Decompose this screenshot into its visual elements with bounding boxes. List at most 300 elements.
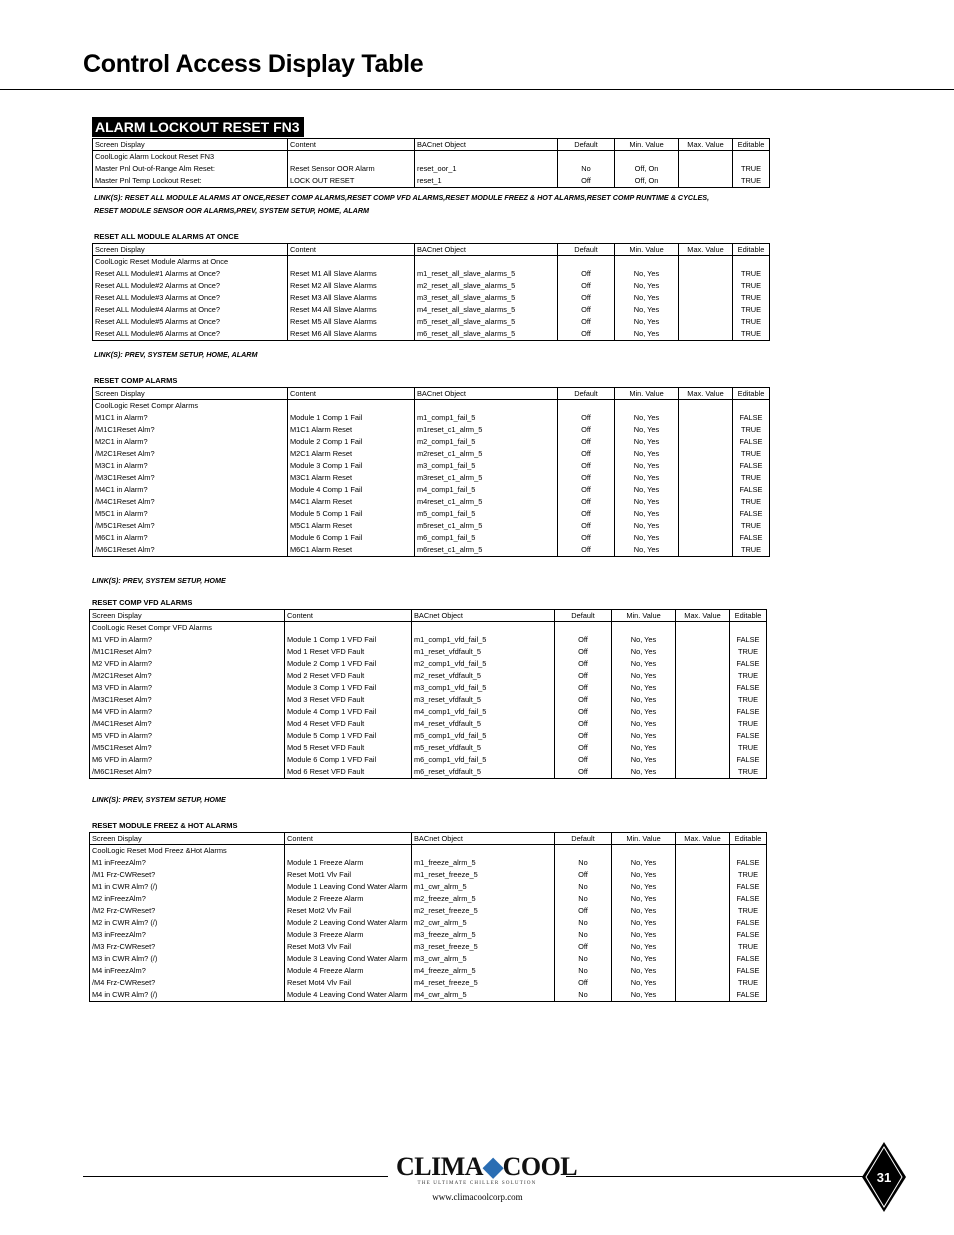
- column-header: Min. Value: [615, 388, 679, 400]
- table-row: [93, 292, 770, 304]
- cell-content: Module 1 Leaving Cond Water Alarm: [285, 881, 412, 893]
- cell-editable: FALSE: [730, 754, 767, 766]
- cell-content: Module 4 Leaving Cond Water Alarm: [285, 989, 412, 1002]
- cell-max: [676, 893, 730, 905]
- cell-screen: /M2C1Reset Alm?: [90, 670, 285, 682]
- cell-editable: FALSE: [730, 682, 767, 694]
- cell-default: No: [558, 163, 615, 175]
- cell-min: No, Yes: [612, 694, 676, 706]
- column-header: Min. Value: [612, 833, 676, 845]
- column-header: Max. Value: [676, 610, 730, 622]
- cell-min: No, Yes: [612, 754, 676, 766]
- column-header: Default: [555, 833, 612, 845]
- all-module-links: LINK(S): PREV, SYSTEM SETUP, HOME, ALARM: [94, 350, 258, 359]
- column-header: Min. Value: [615, 244, 679, 256]
- cell-editable: TRUE: [730, 941, 767, 953]
- column-header: Editable: [733, 388, 770, 400]
- column-header: BACnet Object: [415, 388, 558, 400]
- cell-content: Module 1 Comp 1 VFD Fail: [285, 634, 412, 646]
- column-header: BACnet Object: [412, 610, 555, 622]
- column-header: Content: [288, 139, 415, 151]
- cell-content: Module 3 Freeze Alarm: [285, 929, 412, 941]
- cell-min: No, Yes: [615, 472, 679, 484]
- cell-screen: /M1C1Reset Alm?: [93, 424, 288, 436]
- cell-default: Off: [558, 424, 615, 436]
- cell-min: Off, On: [615, 175, 679, 188]
- cell-default: Off: [555, 658, 612, 670]
- cell-default: Off: [558, 316, 615, 328]
- cell-content: Module 4 Freeze Alarm: [285, 965, 412, 977]
- cell-content: Module 5 Comp 1 VFD Fail: [285, 730, 412, 742]
- cell-editable: FALSE: [730, 881, 767, 893]
- column-header: Max. Value: [676, 833, 730, 845]
- cell-editable: TRUE: [730, 977, 767, 989]
- table-row: [90, 953, 767, 965]
- table-group-row: [93, 400, 770, 413]
- cell-min: No, Yes: [615, 304, 679, 316]
- cell-min: No, Yes: [612, 857, 676, 869]
- cell-content: Reset Mot3 Vlv Fail: [285, 941, 412, 953]
- cell-screen: M1 inFreezAlm?: [90, 857, 285, 869]
- cell-editable: FALSE: [730, 706, 767, 718]
- comp-table: [92, 387, 770, 557]
- cell-max: [676, 929, 730, 941]
- cell-default: Off: [555, 682, 612, 694]
- section-banner: ALARM LOCKOUT RESET FN3: [92, 117, 304, 137]
- cell-editable: TRUE: [730, 742, 767, 754]
- cell-min: No, Yes: [612, 730, 676, 742]
- cell-screen: Reset ALL Module#5 Alarms at Once?: [93, 316, 288, 328]
- table-row: [93, 472, 770, 484]
- cell-default: Off: [555, 977, 612, 989]
- cell-max: [679, 268, 733, 280]
- table-row: [90, 857, 767, 869]
- table-row: [90, 766, 767, 779]
- cell-max: [676, 989, 730, 1002]
- table-row: [93, 460, 770, 472]
- fn3-links: [94, 191, 709, 217]
- cell-max: [676, 905, 730, 917]
- cell-max: [676, 977, 730, 989]
- cell-content: Mod 1 Reset VFD Fault: [285, 646, 412, 658]
- cell-bacnet: m3_reset_vfdfault_5: [412, 694, 555, 706]
- cell-content: Module 4 Comp 1 Fail: [288, 484, 415, 496]
- cell-screen: M3 inFreezAlm?: [90, 929, 285, 941]
- cell-max: [679, 163, 733, 175]
- cell-max: [676, 682, 730, 694]
- vfd-table: [89, 609, 767, 779]
- cell-bacnet: m3_cwr_alrm_5: [412, 953, 555, 965]
- cell-min: No, Yes: [615, 424, 679, 436]
- cell-bacnet: m2_comp1_fail_5: [415, 436, 558, 448]
- column-header: Screen Display: [93, 388, 288, 400]
- cell-bacnet: m2_reset_freeze_5: [412, 905, 555, 917]
- cell-editable: FALSE: [730, 730, 767, 742]
- cell-min: No, Yes: [612, 941, 676, 953]
- cell-content: Module 3 Leaving Cond Water Alarm: [285, 953, 412, 965]
- cell-bacnet: m4_reset_vfdfault_5: [412, 718, 555, 730]
- cell-min: No, Yes: [612, 658, 676, 670]
- cell-editable: FALSE: [733, 532, 770, 544]
- cell-screen: M3C1 in Alarm?: [93, 460, 288, 472]
- column-header: Content: [288, 244, 415, 256]
- cell-min: No, Yes: [612, 953, 676, 965]
- cell-screen: M1 VFD in Alarm?: [90, 634, 285, 646]
- table-row: [90, 634, 767, 646]
- cell-default: Off: [558, 532, 615, 544]
- cell-max: [679, 484, 733, 496]
- table-row: [90, 706, 767, 718]
- table-row: [90, 929, 767, 941]
- cell-screen: M2C1 in Alarm?: [93, 436, 288, 448]
- cell-editable: TRUE: [733, 316, 770, 328]
- cell-min: No, Yes: [612, 977, 676, 989]
- cell-max: [676, 881, 730, 893]
- cell-bacnet: m5reset_c1_alrm_5: [415, 520, 558, 532]
- cell-min: No, Yes: [612, 718, 676, 730]
- column-header: Min. Value: [612, 610, 676, 622]
- cell-screen: /M6C1Reset Alm?: [90, 766, 285, 779]
- cell-screen: M5C1 in Alarm?: [93, 508, 288, 520]
- cell-default: Off: [558, 508, 615, 520]
- cell-bacnet: m1_cwr_alrm_5: [412, 881, 555, 893]
- cell-bacnet: m2_freeze_alrm_5: [412, 893, 555, 905]
- cell-bacnet: m1_comp1_fail_5: [415, 412, 558, 424]
- cell-editable: TRUE: [733, 280, 770, 292]
- table-header-row: [90, 833, 767, 845]
- table-group-row: [90, 845, 767, 858]
- cell-content: Module 1 Freeze Alarm: [285, 857, 412, 869]
- column-header: Editable: [733, 244, 770, 256]
- cell-editable: FALSE: [730, 893, 767, 905]
- cell-default: No: [555, 857, 612, 869]
- cell-max: [679, 472, 733, 484]
- cell-min: No, Yes: [615, 316, 679, 328]
- cell-editable: FALSE: [730, 658, 767, 670]
- cell-default: Off: [558, 328, 615, 341]
- cell-min: No, Yes: [615, 268, 679, 280]
- cell-max: [679, 448, 733, 460]
- cell-content: Mod 6 Reset VFD Fault: [285, 766, 412, 779]
- cell-bacnet: m1reset_c1_alrm_5: [415, 424, 558, 436]
- cell-min: No, Yes: [615, 532, 679, 544]
- cell-default: Off: [558, 472, 615, 484]
- cell-default: Off: [558, 520, 615, 532]
- table-row: [90, 646, 767, 658]
- cell-content: Reset M3 All Slave Alarms: [288, 292, 415, 304]
- cell-content: Module 1 Comp 1 Fail: [288, 412, 415, 424]
- column-header: Content: [285, 833, 412, 845]
- cell-screen: M4 VFD in Alarm?: [90, 706, 285, 718]
- cell-screen: M2 VFD in Alarm?: [90, 658, 285, 670]
- section-heading: RESET ALL MODULE ALARMS AT ONCE: [94, 232, 239, 241]
- cell-default: No: [555, 953, 612, 965]
- cell-default: Off: [555, 634, 612, 646]
- cell-screen: /M6C1Reset Alm?: [93, 544, 288, 557]
- cell-editable: TRUE: [733, 268, 770, 280]
- cell-bacnet: m3_comp1_fail_5: [415, 460, 558, 472]
- cell-min: No, Yes: [615, 484, 679, 496]
- cell-screen: /M2C1Reset Alm?: [93, 448, 288, 460]
- table-row: [93, 328, 770, 341]
- cell-editable: FALSE: [730, 929, 767, 941]
- cell-min: No, Yes: [615, 496, 679, 508]
- cell-screen: Reset ALL Module#4 Alarms at Once?: [93, 304, 288, 316]
- table-row: [93, 520, 770, 532]
- cell-content: Module 6 Comp 1 VFD Fail: [285, 754, 412, 766]
- table-row: [93, 163, 770, 175]
- group-label: CoolLogic Reset Compr VFD Alarms: [90, 622, 285, 635]
- column-header: Content: [285, 610, 412, 622]
- column-header: Editable: [730, 833, 767, 845]
- table-row: [90, 977, 767, 989]
- cell-bacnet: m2_cwr_alrm_5: [412, 917, 555, 929]
- cell-default: Off: [555, 730, 612, 742]
- cell-editable: FALSE: [730, 953, 767, 965]
- cell-content: Module 2 Freeze Alarm: [285, 893, 412, 905]
- cell-bacnet: m4_cwr_alrm_5: [412, 989, 555, 1002]
- section-heading: RESET COMP ALARMS: [94, 376, 178, 385]
- cell-editable: TRUE: [730, 670, 767, 682]
- table-row: [90, 869, 767, 881]
- cell-default: No: [555, 929, 612, 941]
- cell-editable: TRUE: [733, 328, 770, 341]
- table-row: [90, 670, 767, 682]
- cell-default: Off: [558, 436, 615, 448]
- cell-max: [676, 730, 730, 742]
- cell-bacnet: m5_reset_all_slave_alarms_5: [415, 316, 558, 328]
- cell-editable: TRUE: [733, 472, 770, 484]
- cell-editable: TRUE: [733, 163, 770, 175]
- cell-bacnet: m5_comp1_vfd_fail_5: [412, 730, 555, 742]
- cell-default: Off: [558, 448, 615, 460]
- cell-min: No, Yes: [612, 646, 676, 658]
- table-header-row: [93, 139, 770, 151]
- cell-max: [676, 917, 730, 929]
- cell-editable: FALSE: [733, 484, 770, 496]
- cell-bacnet: m1_freeze_alrm_5: [412, 857, 555, 869]
- table-row: [90, 718, 767, 730]
- cell-content: M3C1 Alarm Reset: [288, 472, 415, 484]
- table-group-row: [90, 622, 767, 635]
- cell-screen: Reset ALL Module#6 Alarms at Once?: [93, 328, 288, 341]
- cell-default: Off: [558, 460, 615, 472]
- cell-bacnet: m6_comp1_fail_5: [415, 532, 558, 544]
- table-row: [90, 989, 767, 1002]
- cell-min: No, Yes: [615, 508, 679, 520]
- cell-max: [676, 965, 730, 977]
- cell-content: Module 6 Comp 1 Fail: [288, 532, 415, 544]
- table-row: [90, 965, 767, 977]
- column-header: Min. Value: [615, 139, 679, 151]
- cell-max: [676, 742, 730, 754]
- table-row: [93, 175, 770, 188]
- cell-default: Off: [555, 718, 612, 730]
- column-header: BACnet Object: [415, 139, 558, 151]
- cell-content: Mod 5 Reset VFD Fault: [285, 742, 412, 754]
- cell-content: Module 3 Comp 1 Fail: [288, 460, 415, 472]
- cell-bacnet: m4reset_c1_alrm_5: [415, 496, 558, 508]
- cell-editable: TRUE: [733, 544, 770, 557]
- cell-min: No, Yes: [612, 905, 676, 917]
- cell-default: Off: [558, 544, 615, 557]
- cell-default: Off: [558, 412, 615, 424]
- vfd-links: LINK(S): PREV, SYSTEM SETUP, HOME: [92, 795, 226, 804]
- cell-min: No, Yes: [612, 670, 676, 682]
- cell-screen: M3 VFD in Alarm?: [90, 682, 285, 694]
- column-header: Max. Value: [679, 139, 733, 151]
- cell-min: No, Yes: [612, 682, 676, 694]
- table-row: [93, 436, 770, 448]
- cell-content: M6C1 Alarm Reset: [288, 544, 415, 557]
- cell-editable: TRUE: [733, 520, 770, 532]
- table-row: [93, 316, 770, 328]
- cell-max: [676, 857, 730, 869]
- cell-screen: Reset ALL Module#2 Alarms at Once?: [93, 280, 288, 292]
- cell-min: No, Yes: [615, 280, 679, 292]
- cell-bacnet: m3_comp1_vfd_fail_5: [412, 682, 555, 694]
- cell-bacnet: m4_comp1_vfd_fail_5: [412, 706, 555, 718]
- cell-content: M1C1 Alarm Reset: [288, 424, 415, 436]
- cell-screen: /M4 Frz-CWReset?: [90, 977, 285, 989]
- section-heading: RESET COMP VFD ALARMS: [92, 598, 193, 607]
- cell-editable: FALSE: [730, 965, 767, 977]
- column-header: Screen Display: [93, 244, 288, 256]
- table-row: [90, 893, 767, 905]
- table-header-row: [93, 244, 770, 256]
- cell-min: No, Yes: [615, 292, 679, 304]
- website-url: www.climacoolcorp.com: [432, 1192, 523, 1202]
- cell-screen: Reset ALL Module#1 Alarms at Once?: [93, 268, 288, 280]
- cell-screen: /M1 Frz-CWReset?: [90, 869, 285, 881]
- cell-content: Module 2 Leaving Cond Water Alarm: [285, 917, 412, 929]
- table-row: [93, 304, 770, 316]
- column-header: Editable: [730, 610, 767, 622]
- cell-editable: TRUE: [733, 292, 770, 304]
- cell-screen: Master Pnl Temp Lockout Reset:: [93, 175, 288, 188]
- cell-screen: M1C1 in Alarm?: [93, 412, 288, 424]
- table-row: [90, 881, 767, 893]
- table-row: [90, 742, 767, 754]
- column-header: Default: [558, 244, 615, 256]
- cell-max: [679, 175, 733, 188]
- cell-content: Reset Sensor OOR Alarm: [288, 163, 415, 175]
- cell-max: [679, 412, 733, 424]
- cell-editable: TRUE: [733, 424, 770, 436]
- cell-editable: TRUE: [730, 646, 767, 658]
- cell-bacnet: m3_reset_freeze_5: [412, 941, 555, 953]
- cell-screen: M6 VFD in Alarm?: [90, 754, 285, 766]
- group-label: CoolLogic Reset Module Alarms at Once: [93, 256, 288, 269]
- cell-max: [676, 953, 730, 965]
- cell-default: No: [555, 917, 612, 929]
- cell-max: [679, 460, 733, 472]
- cell-screen: /M5C1Reset Alm?: [90, 742, 285, 754]
- cell-bacnet: m3reset_c1_alrm_5: [415, 472, 558, 484]
- cell-screen: M4C1 in Alarm?: [93, 484, 288, 496]
- cell-default: Off: [555, 754, 612, 766]
- cell-min: No, Yes: [615, 412, 679, 424]
- cell-bacnet: reset_1: [415, 175, 558, 188]
- cell-screen: /M3C1Reset Alm?: [93, 472, 288, 484]
- cell-bacnet: m2_comp1_vfd_fail_5: [412, 658, 555, 670]
- cell-screen: /M3C1Reset Alm?: [90, 694, 285, 706]
- cell-bacnet: m5_reset_vfdfault_5: [412, 742, 555, 754]
- cell-max: [679, 532, 733, 544]
- cell-editable: TRUE: [730, 718, 767, 730]
- cell-content: Reset M4 All Slave Alarms: [288, 304, 415, 316]
- cell-min: No, Yes: [612, 929, 676, 941]
- cell-editable: FALSE: [730, 857, 767, 869]
- cell-bacnet: m6_reset_vfdfault_5: [412, 766, 555, 779]
- table-row: [93, 532, 770, 544]
- cell-default: Off: [558, 268, 615, 280]
- column-header: Default: [558, 139, 615, 151]
- cell-bacnet: m1_comp1_vfd_fail_5: [412, 634, 555, 646]
- cell-content: M4C1 Alarm Reset: [288, 496, 415, 508]
- cell-max: [679, 436, 733, 448]
- column-header: Max. Value: [679, 244, 733, 256]
- cell-bacnet: reset_oor_1: [415, 163, 558, 175]
- cell-screen: M1 in CWR Alm? (/): [90, 881, 285, 893]
- cell-content: Module 2 Comp 1 Fail: [288, 436, 415, 448]
- cell-min: No, Yes: [612, 893, 676, 905]
- cell-bacnet: m3_reset_all_slave_alarms_5: [415, 292, 558, 304]
- cell-default: Off: [558, 175, 615, 188]
- cell-default: Off: [555, 941, 612, 953]
- group-label: CoolLogic Alarm Lockout Reset FN3: [93, 151, 288, 164]
- cell-content: Reset M1 All Slave Alarms: [288, 268, 415, 280]
- cell-content: Reset Mot2 Vlv Fail: [285, 905, 412, 917]
- cell-default: Off: [555, 905, 612, 917]
- cell-bacnet: m4_freeze_alrm_5: [412, 965, 555, 977]
- table-header-row: [90, 610, 767, 622]
- cell-bacnet: m1_reset_vfdfault_5: [412, 646, 555, 658]
- cell-min: No, Yes: [612, 989, 676, 1002]
- cell-default: Off: [555, 766, 612, 779]
- cell-bacnet: m5_comp1_fail_5: [415, 508, 558, 520]
- cell-default: Off: [558, 280, 615, 292]
- cell-default: Off: [555, 646, 612, 658]
- cell-content: Reset M2 All Slave Alarms: [288, 280, 415, 292]
- column-header: Screen Display: [90, 610, 285, 622]
- cell-max: [676, 718, 730, 730]
- cell-screen: M4 in CWR Alm? (/): [90, 989, 285, 1002]
- cell-min: No, Yes: [615, 436, 679, 448]
- table-row: [93, 508, 770, 520]
- cell-min: No, Yes: [615, 520, 679, 532]
- cell-min: No, Yes: [612, 766, 676, 779]
- cell-max: [679, 316, 733, 328]
- cell-min: No, Yes: [612, 869, 676, 881]
- table-row: [93, 268, 770, 280]
- links-line: RESET MODULE SENSOR OOR ALARMS,PREV, SYSTEM SETUP, HOME, ALARM: [94, 206, 370, 215]
- cell-bacnet: m2reset_c1_alrm_5: [415, 448, 558, 460]
- page-title: Control Access Display Table: [83, 50, 424, 78]
- table-row: [93, 412, 770, 424]
- cell-content: Module 5 Comp 1 Fail: [288, 508, 415, 520]
- cell-bacnet: m6reset_c1_alrm_5: [415, 544, 558, 557]
- cell-min: No, Yes: [612, 917, 676, 929]
- cell-max: [676, 670, 730, 682]
- section-heading: RESET MODULE FREEZ & HOT ALARMS: [92, 821, 238, 830]
- cell-default: Off: [558, 484, 615, 496]
- cell-editable: FALSE: [730, 989, 767, 1002]
- cell-bacnet: m3_freeze_alrm_5: [412, 929, 555, 941]
- group-label: CoolLogic Reset Mod Freez &Hot Alarms: [90, 845, 285, 858]
- cell-default: No: [555, 893, 612, 905]
- cell-editable: FALSE: [733, 412, 770, 424]
